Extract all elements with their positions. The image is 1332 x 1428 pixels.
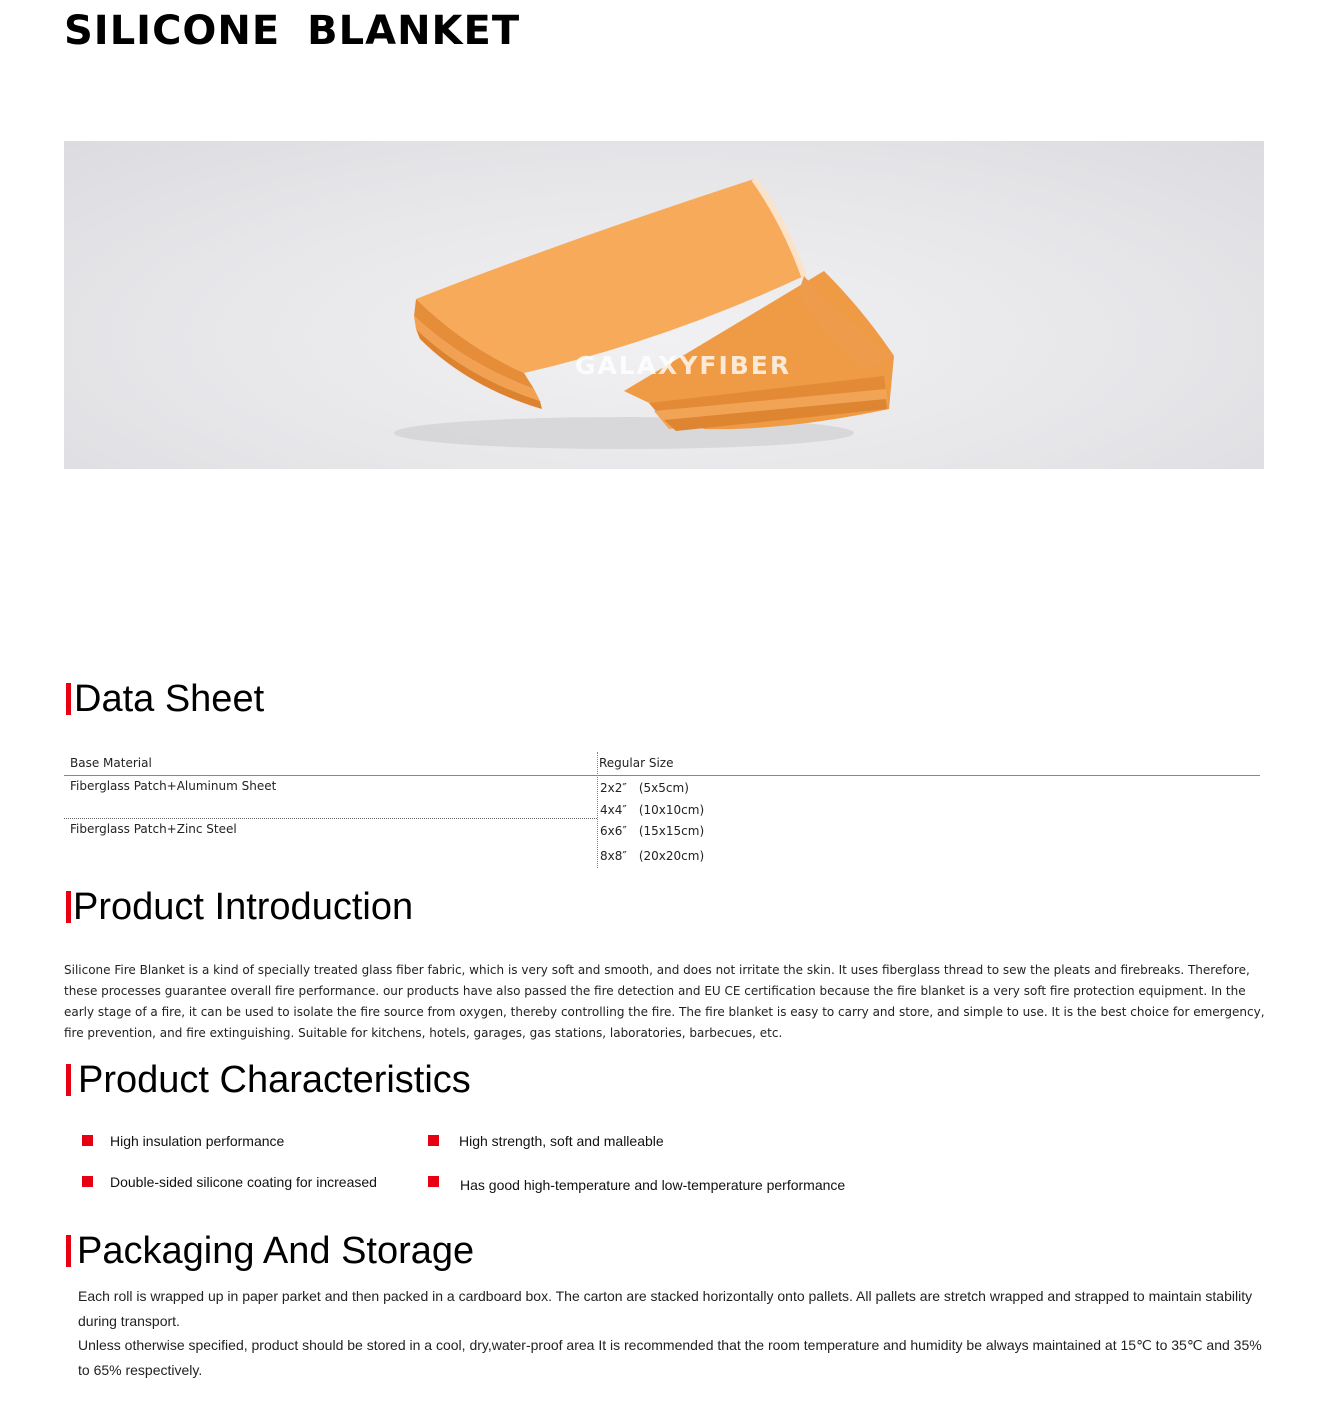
heading-accent-bar	[66, 683, 71, 715]
table-cell-size: 8x8″ (20x20cm)	[600, 849, 705, 863]
product-characteristics-heading-text: Product Characteristics	[78, 1059, 471, 1101]
packaging-storage-heading	[64, 1231, 474, 1271]
product-characteristics-heading	[64, 1060, 471, 1100]
packaging-storage-heading-text: Packaging And Storage	[77, 1230, 475, 1272]
product-image	[64, 141, 1264, 469]
column-header-regular-size: Regular Size	[599, 756, 674, 770]
packaging-storage-text	[78, 1284, 1268, 1382]
characteristic-text: High strength, soft and malleable	[459, 1133, 664, 1149]
table-column-divider	[597, 752, 598, 868]
red-square-bullet-icon	[82, 1176, 93, 1187]
product-introduction-heading	[64, 887, 413, 927]
red-square-bullet-icon	[82, 1135, 93, 1146]
red-square-bullet-icon	[428, 1176, 439, 1187]
fire-blanket-illustration	[64, 141, 1264, 469]
data-sheet-table	[64, 752, 1260, 868]
table-cell-size: 6x6″ (15x15cm)	[600, 824, 705, 838]
page-title: SILICONE BLANKET	[64, 8, 521, 54]
product-introduction-text: Silicone Fire Blanket is a kind of specially treated glass fiber fabric, which is very soft and smooth, and does not irritate the skin. It uses fiberglass thread to sew the pleats and firebreaks. Therefore, these processes guarantee overall fire performance. our products have also passed the fire detection and EU CE certification because the fire blanket is a very soft fire protection equipment. In the early stage of a fire, it can be used to isolate the fire source from oxygen, thereby controlling the fire. The fire blanket is easy to carry and store, and simple to use. It is the best choice for emergency, fire prevention, and fire extinguishing. Suitable for kitchens, hotels, garages, gas stations, laboratories, barbecues, etc.	[64, 963, 1265, 1040]
red-square-bullet-icon	[428, 1135, 439, 1146]
characteristic-text: High insulation performance	[110, 1133, 285, 1149]
table-cell-material: Fiberglass Patch+Aluminum Sheet	[70, 779, 277, 793]
data-sheet-heading	[64, 679, 264, 719]
table-cell-material: Fiberglass Patch+Zinc Steel	[70, 822, 237, 836]
table-cell-size: 2x2″ (5x5cm)	[600, 781, 689, 795]
product-introduction-heading-text: Product Introduction	[73, 886, 414, 928]
packaging-paragraph: Each roll is wrapped up in paper parket and then packed in a cardboard box. The carton are stacked horizontally onto pallets. All pallets are stretch wrapped and strapped to maintain stability during transport.	[78, 1288, 1253, 1329]
data-sheet-heading-text: Data Sheet	[74, 678, 265, 720]
characteristic-text: Double-sided silicone coating for increased	[110, 1174, 377, 1190]
heading-accent-bar	[66, 891, 71, 923]
watermark-logo: GALAXYFIBER	[574, 351, 792, 380]
table-cell-size: 4x4″ (10x10cm)	[600, 803, 705, 817]
column-header-base-material: Base Material	[70, 756, 152, 770]
table-header-divider	[64, 775, 1260, 776]
heading-accent-bar	[66, 1235, 71, 1267]
table-row-divider	[64, 818, 597, 819]
heading-accent-bar	[66, 1064, 71, 1096]
storage-paragraph: Unless otherwise specified, product should be stored in a cool, dry,water-proof area It is recommended that the room temperature and humidity be always maintained at 15℃ to 35℃ and 35% to 65% respectively.	[78, 1337, 1262, 1378]
characteristic-text: Has good high-temperature and low-temperature performance	[460, 1177, 846, 1193]
